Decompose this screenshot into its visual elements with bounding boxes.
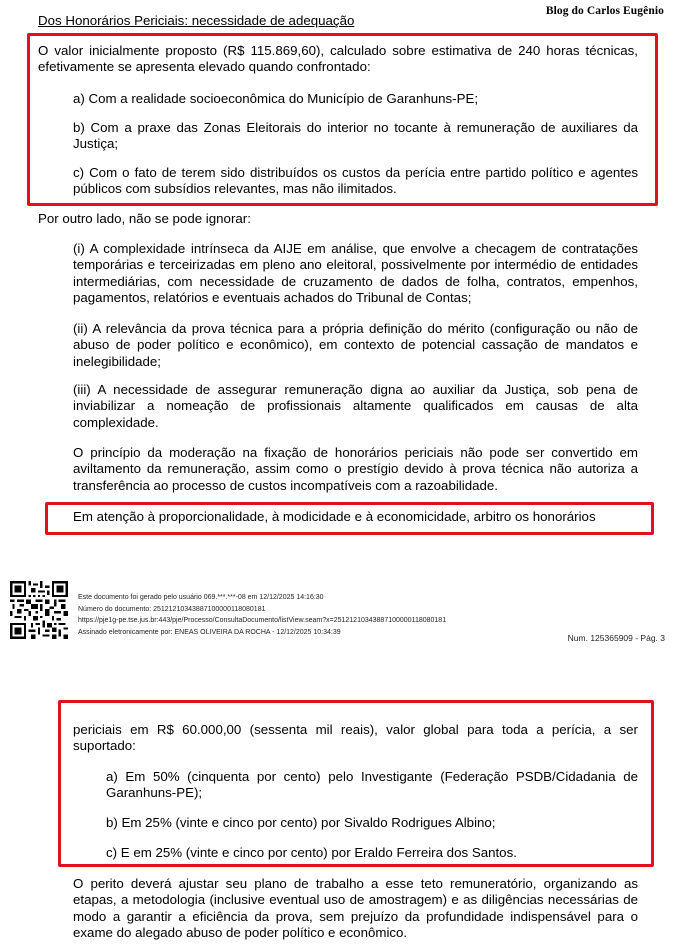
footer-document-url[interactable]: https://pje1g-pe.tse.jus.br:443/pje/Processo/ConsultaDocumento/listView.seam?x=25121210343887100000118080181	[78, 617, 447, 624]
split-item-a: a) Em 50% (cinquenta por cento) pelo Investigante (Federação PSDB/Cidadania de Garanhuns-PE);	[106, 769, 638, 801]
paragraph-decision-start: Em atenção à proporcionalidade, à modicidade e à economicidade, arbitro os honorários	[73, 509, 596, 524]
list-item-a: a) Com a realidade socioeconômica do Município de Garanhuns-PE;	[73, 91, 479, 106]
footer-signature: Assinado eletronicamente por: ENEAS OLIVEIRA DA ROCHA - 12/12/2025 10:34:39	[78, 629, 341, 636]
split-item-c: c) E em 25% (vinte e cinco por cento) por Eraldo Ferreira dos Santos.	[106, 845, 517, 860]
list-item-c: c) Com o fato de terem sido distribuídos os custos da perícia entre partido político e agentes públicos com subsídios relevantes, mas não ilimitados.	[73, 165, 638, 197]
split-item-b: b) Em 25% (vinte e cinco por cento) por Sivaldo Rodrigues Albino;	[106, 815, 496, 830]
list-item-iii: (iii) A necessidade de assegurar remuneração digna ao auxiliar da Justiça, sob pena de inviabilizar a nomeação de profissionais altamente qualificados em causas de alta complexidade.	[73, 382, 638, 430]
page-number: Num. 125365909 - Pág. 3	[567, 633, 665, 643]
section-heading: Dos Honorários Periciais: necessidade de adequação	[38, 13, 355, 28]
paragraph-intro: O valor inicialmente proposto (R$ 115.869,60), calculado sobre estimativa de 240 horas técnicas, efetivamente se apresenta elevado quando confrontado:	[38, 43, 638, 75]
paragraph-decision-continued: periciais em R$ 60.000,00 (sessenta mil reais), valor global para toda a perícia, a ser suportado:	[73, 722, 638, 754]
paragraph-principle: O princípio da moderação na fixação de honorários periciais não pode ser convertido em aviltamento da remuneração, assim como o prestígio devido à prova técnica não autoriza a transferência ao processo de custos incompatíveis com a razoabilidade.	[73, 445, 638, 493]
paragraph-other-side: Por outro lado, não se pode ignorar:	[38, 211, 251, 226]
list-item-b: b) Com a praxe das Zonas Eleitorais do interior no tocante à remuneração de auxiliares da Justiça;	[73, 120, 638, 152]
list-item-i: (i) A complexidade intrínseca da AIJE em análise, que envolve a checagem de contratações temporárias e terceirizadas em pleno ano eleitoral, possivelmente por intermédio de entidades intermediárias, com necessidade de cruzamento de dados de folha, contratos, empenhos, pagamentos, relatórios e eventuais achados do Tribunal de Contas;	[73, 241, 638, 305]
paragraph-expert-note: O perito deverá ajustar seu plano de trabalho a esse teto remuneratório, organizando as etapas, a metodologia (inclusive eventual uso de amostragem) e as diligências necessárias de modo a garantir a eficiência da prova, sem prejuízo da profundidade indispensável para o exame do alegado abuso de poder político e econômico.	[73, 876, 638, 940]
blog-watermark: Blog do Carlos Eugênio	[545, 5, 664, 17]
qr-code-icon	[8, 581, 70, 639]
footer-generated-by: Este documento foi gerado pelo usuário 069.***.***-08 em 12/12/2025 14:16:30	[78, 594, 324, 601]
footer-document-number: Número do documento: 25121210343887100000118080181	[78, 606, 266, 613]
list-item-ii: (ii) A relevância da prova técnica para a própria definição do mérito (configuração ou não de abuso de poder político e econômico), em contexto de potencial cassação de mandatos e inelegibilidade;	[73, 321, 638, 369]
